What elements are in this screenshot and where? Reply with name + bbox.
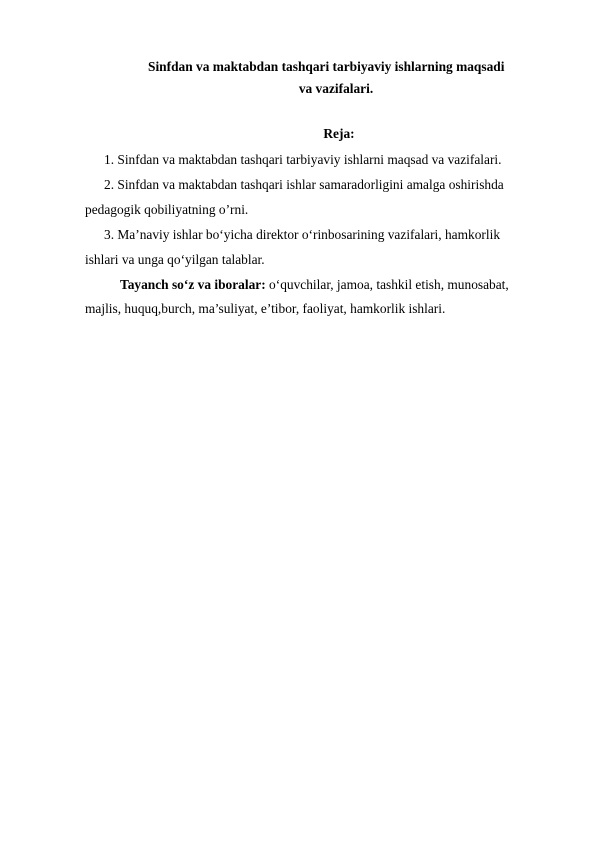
keywords-line-2: majlis, huquq,burch, ma’suliyat, e’tibor, faoliyat, hamkorlik ishlari.	[85, 301, 446, 316]
plan-item-3-continuation: ishlari va unga qo‘yilgan talablar.	[85, 252, 265, 267]
keywords-label: Tayanch so‘z va iboralar:	[120, 277, 266, 292]
plan-item-1: 1. Sinfdan va maktabdan tashqari tarbiyaviy ishlarni maqsad va vazifalari.	[104, 152, 502, 167]
document-title-line-1: Sinfdan va maktabdan tashqari tarbiyaviy ishlarning maqsadi	[148, 59, 505, 74]
plan-heading: Reja:	[323, 126, 355, 141]
keywords-line-1	[120, 277, 509, 293]
plan-item-3: 3. Ma’naviy ishlar bo‘yicha direktor o‘rinbosarining vazifalari, hamkorlik	[104, 227, 501, 242]
keywords-text-1: o‘quvchilar, jamoa, tashkil etish, munosabat,	[265, 277, 509, 292]
plan-item-2-continuation: pedagogik qobiliyatning o’rni.	[85, 202, 249, 217]
plan-item-2: 2. Sinfdan va maktabdan tashqari ishlar samaradorligini amalga oshirishda	[104, 177, 504, 192]
document-title-line-2: va vazifalari.	[298, 81, 374, 96]
